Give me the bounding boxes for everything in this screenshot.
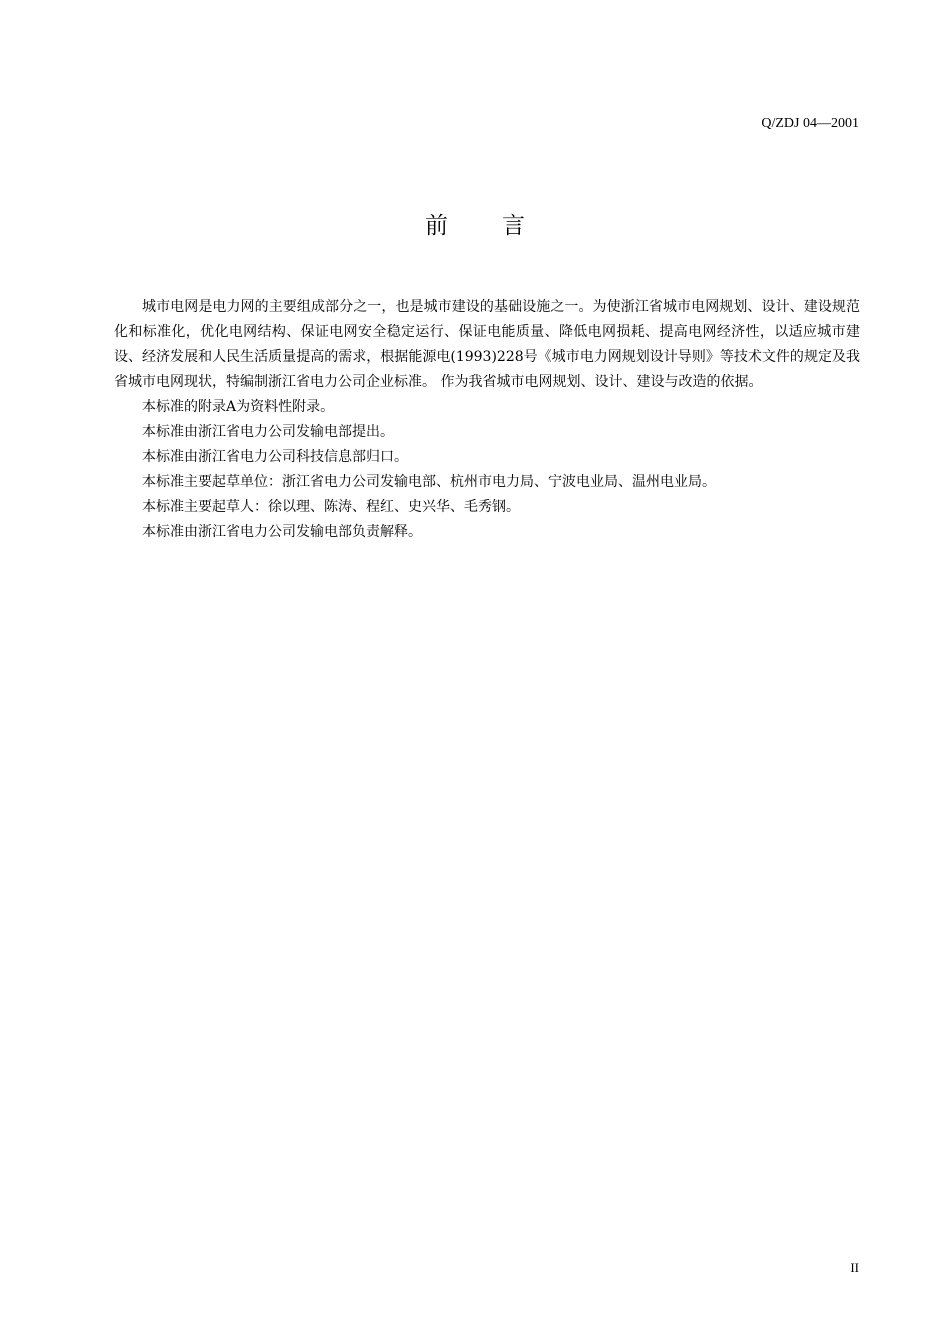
foreword-body (114, 295, 860, 545)
administrator-note: 本标准由浙江省电力公司科技信息部归口。 (142, 449, 408, 465)
proposer-note: 本标准由浙江省电力公司发输电部提出。 (142, 424, 394, 440)
appendix-note: 本标准的附录A为资料性附录。 (142, 399, 335, 415)
interpretation-note: 本标准由浙江省电力公司发输电部负责解释。 (142, 524, 422, 540)
drafting-units-note: 本标准主要起草单位：浙江省电力公司发输电部、杭州市电力局、宁波电业局、温州电业局。 (142, 474, 716, 490)
drafters-note: 本标准主要起草人：徐以理、陈涛、程红、史兴华、毛秀钢。 (142, 499, 520, 515)
intro-paragraph: 城市电网是电力网的主要组成部分之一，也是城市建设的基础设施之一。为使浙江省城市电网规划、设计、建设规范化和标准化，优化电网结构、保证电网安全稳定运行、保证电能质量、降低电网损耗、提高电网经济性，以适应城市建设、经济发展和人民生活质量提高的需求，根据能源电(1993)228号《城市电力网规划设计导则》等技术文件的规定及我省城市电网现状，特编制浙江省电力公司企业标准。 作为我省城市电网规划、设计、建设与改造的依据。 (114, 299, 860, 390)
page-title: 前言 (425, 213, 579, 239)
document-number: Q/ZDJ 04—2001 (761, 116, 859, 131)
page-number: II (850, 1260, 859, 1275)
